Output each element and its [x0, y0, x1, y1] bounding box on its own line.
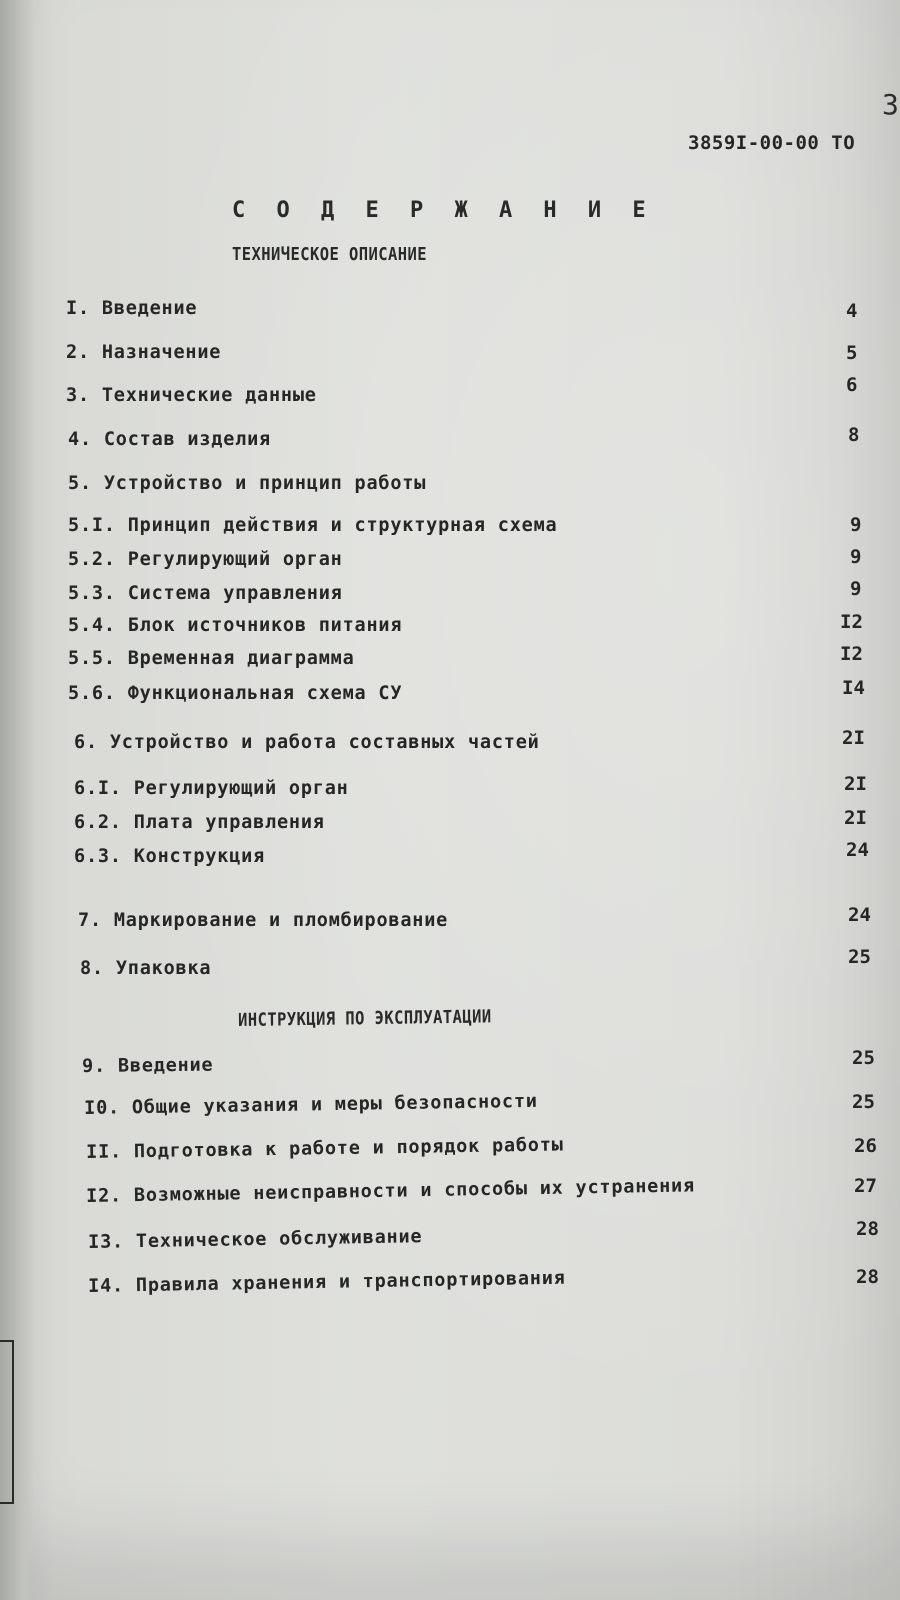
- toc-entry: 5.3. Система управления: [68, 583, 343, 604]
- page-number: 2I: [842, 727, 865, 749]
- toc-entry: I. Введение: [66, 298, 198, 319]
- toc-entry: I4. Правила хранения и транспортирования: [88, 1267, 566, 1297]
- toc-entry: II. Подготовка к работе и порядок работы: [86, 1134, 564, 1163]
- page-number: 25: [852, 1047, 875, 1069]
- page-title: С О Д Е Р Ж А Н И Е: [232, 198, 655, 223]
- toc-entry: 7. Маркирование и пломбирование: [78, 910, 449, 931]
- toc-entry: 6.3. Конструкция: [74, 846, 266, 867]
- page-number: 5: [846, 342, 858, 364]
- toc-entry: 5.5. Временная диаграмма: [68, 648, 355, 669]
- page-number: 9: [850, 514, 862, 536]
- toc-entry: 5.2. Регулирующий орган: [68, 549, 343, 570]
- document-code: 3859I-00-00 ТО: [688, 132, 856, 154]
- toc-entry: 8. Упаковка: [80, 958, 212, 979]
- toc-entry: 9. Введение: [82, 1054, 214, 1077]
- toc-entry: I2. Возможные неисправности и способы их устранения: [86, 1175, 696, 1207]
- page-number: 28: [856, 1218, 879, 1240]
- page-number: 26: [854, 1135, 877, 1157]
- page-number: 2I: [844, 773, 867, 795]
- toc-entry: I0. Общие указания и меры безопасности: [84, 1090, 538, 1119]
- page-number: I2: [840, 643, 863, 665]
- page-number: 28: [856, 1266, 879, 1288]
- toc-entry: 6.I. Регулирующий орган: [74, 778, 349, 799]
- page-number: 9: [850, 578, 862, 600]
- page-number: 25: [848, 946, 871, 968]
- toc-entry: 5. Устройство и принцип работы: [68, 473, 427, 494]
- toc-entry: 4. Состав изделия: [68, 429, 271, 450]
- page-number: I2: [840, 611, 863, 633]
- frame-mark: [0, 1340, 14, 1504]
- toc-entry: 2. Назначение: [66, 342, 222, 363]
- toc-entry: 6.2. Плата управления: [74, 812, 325, 833]
- page-number: 8: [848, 424, 860, 446]
- page-number: 24: [848, 904, 871, 926]
- page-number: 6: [846, 374, 858, 396]
- page-number: 4: [846, 300, 858, 322]
- toc-entry: 5.6. Функциональная схема СУ: [68, 683, 403, 704]
- toc-entry: I3. Техническое обслуживание: [88, 1226, 423, 1253]
- toc-entry: 5.I. Принцип действия и структурная схема: [68, 515, 558, 536]
- toc-entry: 3. Технические данные: [66, 385, 317, 406]
- toc-entry: 6. Устройство и работа составных частей: [74, 732, 540, 753]
- toc-entry: 5.4. Блок источников питания: [68, 615, 403, 636]
- page-number: I4: [842, 677, 865, 699]
- section-heading-technical-description: ТЕХНИЧЕСКОЕ ОПИСАНИЕ: [232, 244, 428, 265]
- page-number: 24: [846, 839, 869, 861]
- page-number: 25: [852, 1091, 875, 1113]
- corner-page-number: 3: [882, 88, 899, 121]
- page-number: 27: [854, 1175, 877, 1197]
- section-heading-operating-instructions: ИНСТРУКЦИЯ ПО ЭКСПЛУАТАЦИИ: [238, 1006, 492, 1031]
- page-number: 9: [850, 546, 862, 568]
- page-number: 2I: [844, 807, 867, 829]
